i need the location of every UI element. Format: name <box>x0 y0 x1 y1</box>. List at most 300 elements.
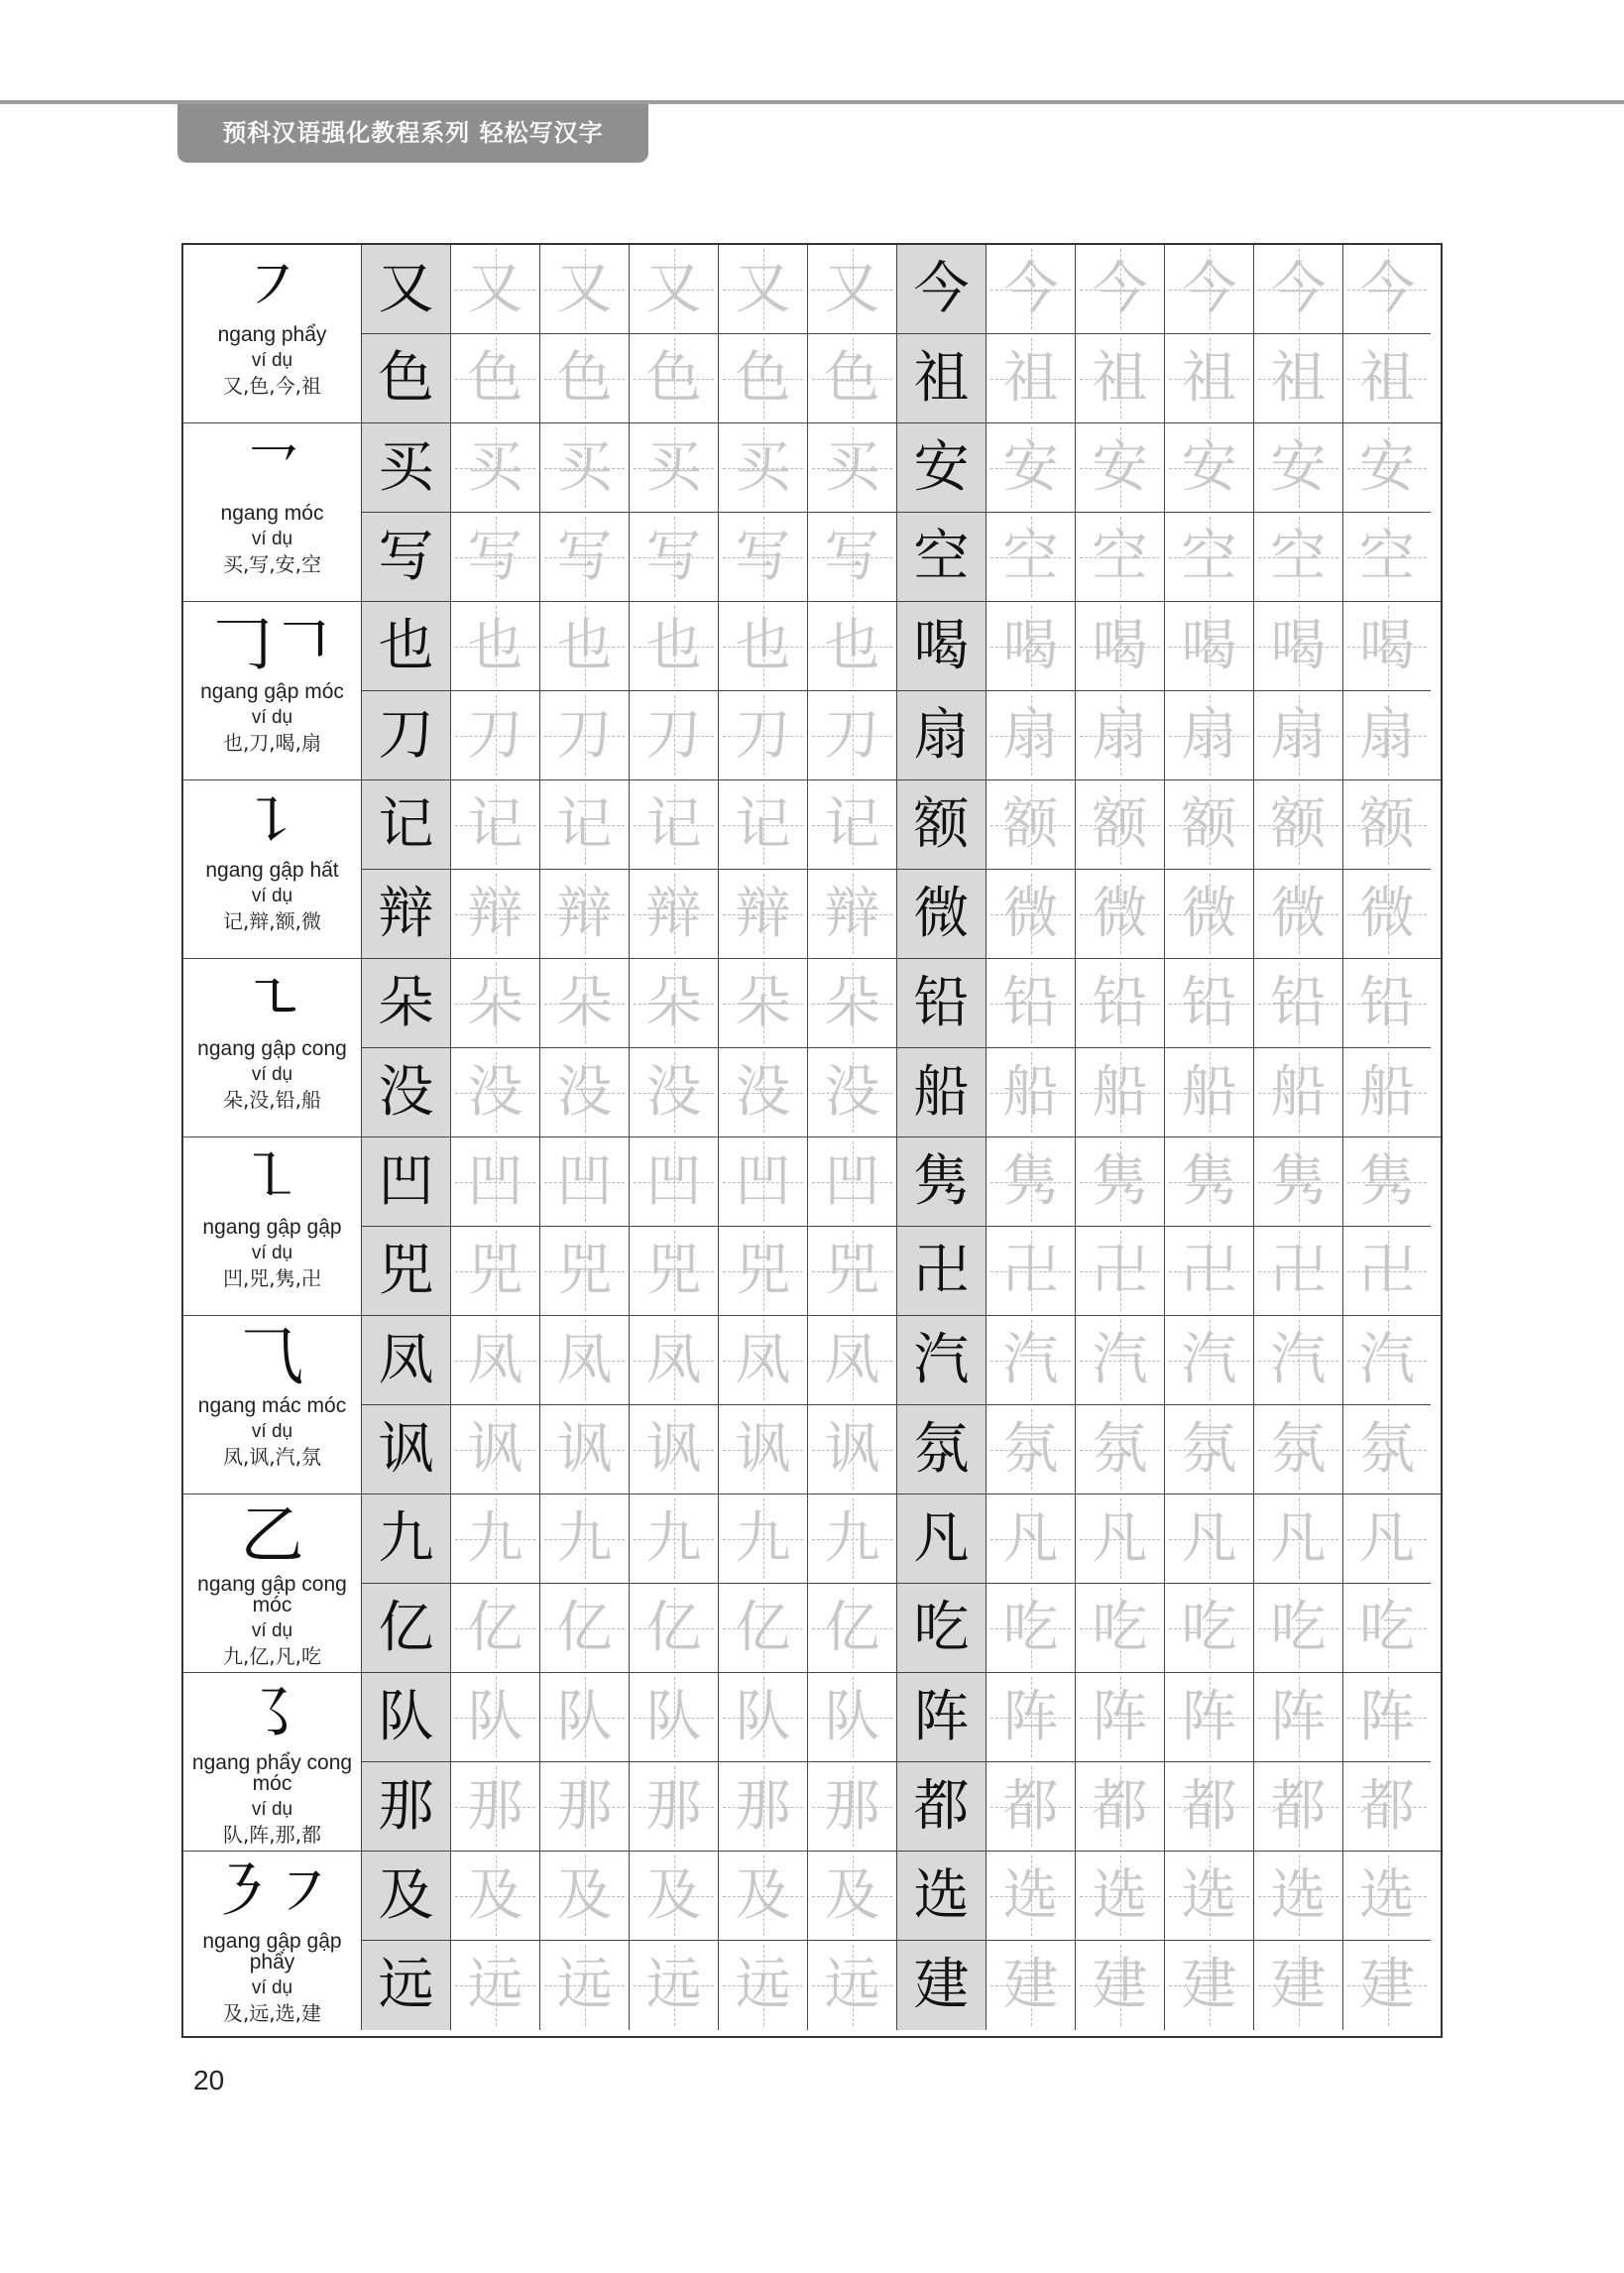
tracing-cell[interactable] <box>719 1405 808 1495</box>
tracing-cell[interactable] <box>1165 1584 1254 1673</box>
model-character-cell <box>362 334 451 423</box>
tracing-character: 又 <box>556 256 613 321</box>
tracing-cell[interactable] <box>451 1405 540 1495</box>
tracing-cell[interactable] <box>630 1405 719 1495</box>
tracing-cell[interactable] <box>630 602 719 691</box>
tracing-character: 吃 <box>1002 1595 1059 1660</box>
tracing-cell[interactable] <box>630 334 719 423</box>
tracing-character: 凡 <box>1181 1505 1237 1571</box>
model-character: 写 <box>378 524 434 589</box>
tracing-cell[interactable] <box>719 334 808 423</box>
tracing-character: 九 <box>735 1505 791 1571</box>
tracing-cell[interactable] <box>808 334 897 423</box>
tracing-cell[interactable] <box>1165 1048 1254 1137</box>
tracing-cell[interactable] <box>630 1495 719 1584</box>
tracing-cell[interactable] <box>1076 1316 1165 1405</box>
tracing-cell[interactable] <box>630 1048 719 1137</box>
tracing-cell[interactable] <box>719 245 808 334</box>
tracing-character: 安 <box>1002 434 1059 500</box>
stroke-group <box>183 1495 1441 1673</box>
tracing-cell[interactable] <box>630 780 719 870</box>
tracing-cell[interactable] <box>986 1673 1076 1762</box>
tracing-cell[interactable] <box>1076 1941 1165 2030</box>
tracing-character: 今 <box>1359 256 1415 321</box>
tracing-character: 没 <box>467 1059 523 1125</box>
tracing-cell[interactable] <box>808 245 897 334</box>
tracing-cell[interactable] <box>540 959 630 1048</box>
tracing-cell[interactable] <box>986 1227 1076 1316</box>
tracing-cell[interactable] <box>1254 1852 1343 1941</box>
tracing-cell[interactable] <box>1165 1495 1254 1584</box>
tracing-cell[interactable] <box>986 602 1076 691</box>
tracing-character: 色 <box>735 345 791 411</box>
tracing-character: 凤 <box>467 1327 523 1392</box>
tracing-cell[interactable] <box>1165 1227 1254 1316</box>
tracing-cell[interactable] <box>986 245 1076 334</box>
model-character-cell <box>362 780 451 870</box>
tracing-cell[interactable] <box>451 1316 540 1405</box>
tracing-character: 刀 <box>556 702 613 768</box>
tracing-cell[interactable] <box>451 870 540 959</box>
tracing-cell[interactable] <box>630 1584 719 1673</box>
stroke-examples: 凹,兕,隽,卍 <box>222 1266 322 1290</box>
tracing-cell[interactable] <box>808 602 897 691</box>
tracing-character: 也 <box>824 613 880 678</box>
tracing-cell[interactable] <box>451 513 540 602</box>
tracing-cell[interactable] <box>719 780 808 870</box>
tracing-cell[interactable] <box>1076 1048 1165 1137</box>
tracing-cell[interactable] <box>1165 423 1254 513</box>
model-character-cell <box>897 1137 986 1227</box>
tracing-cell[interactable] <box>630 1852 719 1941</box>
tracing-cell[interactable] <box>1254 1405 1343 1495</box>
tracing-cell[interactable] <box>986 780 1076 870</box>
tracing-cell[interactable] <box>1165 1852 1254 1941</box>
tracing-character: 今 <box>1270 256 1327 321</box>
tracing-cell[interactable] <box>1343 423 1431 513</box>
tracing-cell[interactable] <box>719 870 808 959</box>
tracing-cell[interactable] <box>986 1941 1076 2030</box>
tracing-cell[interactable] <box>540 1852 630 1941</box>
tracing-cell[interactable] <box>540 334 630 423</box>
tracing-cell[interactable] <box>1165 1405 1254 1495</box>
tracing-cell[interactable] <box>719 1316 808 1405</box>
tracing-character: 兕 <box>556 1238 613 1303</box>
tracing-cell[interactable] <box>986 959 1076 1048</box>
tracing-cell[interactable] <box>1254 1762 1343 1852</box>
tracing-cell[interactable] <box>630 423 719 513</box>
tracing-cell[interactable] <box>540 1584 630 1673</box>
tracing-cell[interactable] <box>1165 513 1254 602</box>
tracing-cell[interactable] <box>1254 1941 1343 2030</box>
tracing-cell[interactable] <box>1343 870 1431 959</box>
model-character-cell <box>362 870 451 959</box>
tracing-cell[interactable] <box>1254 602 1343 691</box>
tracing-cell[interactable] <box>808 423 897 513</box>
tracing-character: 汽 <box>1181 1327 1237 1392</box>
stroke-group <box>183 423 1441 602</box>
tracing-cell[interactable] <box>719 423 808 513</box>
tracing-cell[interactable] <box>451 959 540 1048</box>
tracing-cell[interactable] <box>808 691 897 780</box>
tracing-cell[interactable] <box>1165 1762 1254 1852</box>
stroke-examples: 队,阵,那,都 <box>222 1823 322 1847</box>
tracing-character: 微 <box>1002 881 1059 946</box>
tracing-character: 色 <box>645 345 702 411</box>
tracing-cell[interactable] <box>1165 780 1254 870</box>
tracing-character: 喝 <box>1002 613 1059 678</box>
tracing-cell[interactable] <box>986 1584 1076 1673</box>
tracing-cell[interactable] <box>986 513 1076 602</box>
tracing-cell[interactable] <box>1343 1852 1431 1941</box>
tracing-cell[interactable] <box>808 959 897 1048</box>
tracing-character: 祖 <box>1181 345 1237 411</box>
tracing-cell[interactable] <box>808 1405 897 1495</box>
stroke-label <box>183 1316 362 1495</box>
tracing-character: 色 <box>824 345 880 411</box>
model-character-cell <box>897 1048 986 1137</box>
tracing-cell[interactable] <box>1165 870 1254 959</box>
tracing-cell[interactable] <box>540 1673 630 1762</box>
tracing-cell[interactable] <box>1076 1405 1165 1495</box>
tracing-cell[interactable] <box>1343 959 1431 1048</box>
model-character-cell <box>897 1405 986 1495</box>
tracing-cell[interactable] <box>1254 1227 1343 1316</box>
tracing-cell[interactable] <box>1343 780 1431 870</box>
tracing-cell[interactable] <box>808 870 897 959</box>
tracing-cell[interactable] <box>1076 1852 1165 1941</box>
model-character-cell <box>897 1495 986 1584</box>
tracing-character: 没 <box>556 1059 613 1125</box>
practice-row <box>362 1673 1441 1762</box>
tracing-cell[interactable] <box>451 1227 540 1316</box>
tracing-cell[interactable] <box>719 1762 808 1852</box>
tracing-cell[interactable] <box>1343 1495 1431 1584</box>
model-character: 今 <box>913 256 970 321</box>
tracing-cell[interactable] <box>1076 423 1165 513</box>
model-character-cell <box>362 1584 451 1673</box>
tracing-cell[interactable] <box>719 1584 808 1673</box>
tracing-cell[interactable] <box>451 1762 540 1852</box>
model-character: 凡 <box>913 1505 970 1571</box>
tracing-cell[interactable] <box>1343 513 1431 602</box>
tracing-cell[interactable] <box>1343 1227 1431 1316</box>
tracing-cell[interactable] <box>1076 1495 1165 1584</box>
tracing-cell[interactable] <box>451 1584 540 1673</box>
stroke-glyph: 乙 <box>240 1499 304 1573</box>
tracing-cell[interactable] <box>1076 1137 1165 1227</box>
tracing-cell[interactable] <box>630 1673 719 1762</box>
tracing-cell[interactable] <box>986 1852 1076 1941</box>
tracing-cell[interactable] <box>540 1762 630 1852</box>
model-character-cell <box>897 423 986 513</box>
tracing-character: 队 <box>556 1684 613 1749</box>
tracing-cell[interactable] <box>451 1048 540 1137</box>
tracing-cell[interactable] <box>451 691 540 780</box>
tracing-cell[interactable] <box>808 1673 897 1762</box>
tracing-character: 凡 <box>1270 1505 1327 1571</box>
tracing-cell[interactable] <box>719 1852 808 1941</box>
vi-du-label: ví dụ <box>251 1620 293 1641</box>
tracing-cell[interactable] <box>1343 1405 1431 1495</box>
tracing-cell[interactable] <box>986 423 1076 513</box>
tracing-cell[interactable] <box>1254 691 1343 780</box>
tracing-cell[interactable] <box>540 691 630 780</box>
stroke-glyph: ㇖ <box>240 428 304 502</box>
tracing-cell[interactable] <box>540 245 630 334</box>
tracing-character: 写 <box>556 524 613 589</box>
tracing-cell[interactable] <box>451 602 540 691</box>
tracing-cell[interactable] <box>719 1137 808 1227</box>
tracing-character: 船 <box>1359 1059 1415 1125</box>
tracing-character: 微 <box>1270 881 1327 946</box>
tracing-character: 兕 <box>735 1238 791 1303</box>
tracing-cell[interactable] <box>808 1137 897 1227</box>
tracing-character: 祖 <box>1270 345 1327 411</box>
tracing-cell[interactable] <box>451 1941 540 2030</box>
tracing-character: 那 <box>645 1773 702 1839</box>
tracing-character: 朵 <box>735 970 791 1035</box>
stroke-group <box>183 1852 1441 2030</box>
tracing-cell[interactable] <box>986 1495 1076 1584</box>
tracing-cell[interactable] <box>1165 691 1254 780</box>
tracing-cell[interactable] <box>451 1495 540 1584</box>
tracing-cell[interactable] <box>630 245 719 334</box>
tracing-cell[interactable] <box>451 334 540 423</box>
tracing-cell[interactable] <box>630 1941 719 2030</box>
tracing-cell[interactable] <box>451 780 540 870</box>
tracing-cell[interactable] <box>986 334 1076 423</box>
tracing-character: 辩 <box>467 881 523 946</box>
tracing-cell[interactable] <box>986 870 1076 959</box>
tracing-cell[interactable] <box>1254 1048 1343 1137</box>
tracing-character: 记 <box>467 791 523 857</box>
tracing-cell[interactable] <box>540 423 630 513</box>
tracing-cell[interactable] <box>1254 423 1343 513</box>
tracing-cell[interactable] <box>1343 1941 1431 2030</box>
tracing-cell[interactable] <box>1343 1048 1431 1137</box>
stroke-examples: 凤,讽,汽,氛 <box>222 1445 322 1469</box>
tracing-cell[interactable] <box>540 1048 630 1137</box>
tracing-cell[interactable] <box>808 1762 897 1852</box>
tracing-cell[interactable] <box>719 1495 808 1584</box>
tracing-cell[interactable] <box>1343 1137 1431 1227</box>
stroke-examples: 及,远,选,建 <box>222 2001 322 2025</box>
tracing-cell[interactable] <box>808 1495 897 1584</box>
tracing-character: 空 <box>1359 524 1415 589</box>
model-character-cell <box>362 1227 451 1316</box>
tracing-cell[interactable] <box>719 1048 808 1137</box>
model-character-cell <box>362 602 451 691</box>
model-character: 刀 <box>378 702 434 768</box>
tracing-cell[interactable] <box>451 1673 540 1762</box>
tracing-cell[interactable] <box>1254 245 1343 334</box>
tracing-cell[interactable] <box>1343 602 1431 691</box>
tracing-character: 记 <box>735 791 791 857</box>
model-character-cell <box>362 1405 451 1495</box>
tracing-character: 阵 <box>1002 1684 1059 1749</box>
tracing-cell[interactable] <box>1165 245 1254 334</box>
tracing-character: 祖 <box>1002 345 1059 411</box>
tracing-cell[interactable] <box>630 1762 719 1852</box>
tracing-cell[interactable] <box>1076 691 1165 780</box>
tracing-cell[interactable] <box>630 1137 719 1227</box>
tracing-cell[interactable] <box>1076 513 1165 602</box>
tracing-character: 那 <box>735 1773 791 1839</box>
tracing-character: 刀 <box>824 702 880 768</box>
tracing-cell[interactable] <box>1076 245 1165 334</box>
tracing-cell[interactable] <box>451 423 540 513</box>
tracing-cell[interactable] <box>1165 334 1254 423</box>
tracing-cell[interactable] <box>451 1852 540 1941</box>
tracing-cell[interactable] <box>1165 1137 1254 1227</box>
tracing-character: 微 <box>1181 881 1237 946</box>
tracing-cell[interactable] <box>540 1316 630 1405</box>
tracing-cell[interactable] <box>719 959 808 1048</box>
tracing-character: 远 <box>467 1953 523 2017</box>
tracing-cell[interactable] <box>1254 959 1343 1048</box>
tracing-cell[interactable] <box>1076 1673 1165 1762</box>
tracing-cell[interactable] <box>719 1227 808 1316</box>
tracing-character: 凹 <box>735 1148 791 1214</box>
tracing-cell[interactable] <box>1343 691 1431 780</box>
tracing-cell[interactable] <box>1076 780 1165 870</box>
tracing-cell[interactable] <box>986 1762 1076 1852</box>
tracing-cell[interactable] <box>986 1316 1076 1405</box>
tracing-cell[interactable] <box>540 1495 630 1584</box>
tracing-character: 船 <box>1002 1059 1059 1125</box>
tracing-cell[interactable] <box>719 1673 808 1762</box>
model-character: 扇 <box>913 702 970 768</box>
tracing-cell[interactable] <box>1343 1673 1431 1762</box>
tracing-cell[interactable] <box>986 1048 1076 1137</box>
model-character-cell <box>897 334 986 423</box>
practice-row <box>362 959 1441 1048</box>
tracing-character: 辩 <box>735 881 791 946</box>
tracing-cell[interactable] <box>1076 1584 1165 1673</box>
tracing-cell[interactable] <box>630 1227 719 1316</box>
tracing-character: 铅 <box>1270 970 1327 1035</box>
tracing-cell[interactable] <box>540 1941 630 2030</box>
tracing-cell[interactable] <box>1254 780 1343 870</box>
tracing-cell[interactable] <box>808 1941 897 2030</box>
tracing-cell[interactable] <box>1165 602 1254 691</box>
tracing-cell[interactable] <box>1076 870 1165 959</box>
tracing-cell[interactable] <box>630 870 719 959</box>
tracing-character: 喝 <box>1181 613 1237 678</box>
tracing-cell[interactable] <box>808 780 897 870</box>
tracing-character: 微 <box>1092 881 1148 946</box>
tracing-cell[interactable] <box>719 513 808 602</box>
tracing-character: 及 <box>824 1862 880 1928</box>
tracing-cell[interactable] <box>1343 334 1431 423</box>
tracing-character: 隽 <box>1092 1148 1148 1214</box>
tracing-character: 凹 <box>645 1148 702 1214</box>
model-character: 都 <box>913 1773 970 1839</box>
tracing-cell[interactable] <box>1254 1137 1343 1227</box>
tracing-cell[interactable] <box>808 1316 897 1405</box>
tracing-character: 阵 <box>1359 1684 1415 1749</box>
stroke-examples: 记,辩,额,微 <box>222 909 322 933</box>
tracing-cell[interactable] <box>540 1405 630 1495</box>
practice-row <box>362 1405 1441 1495</box>
practice-row <box>362 1852 1441 1941</box>
tracing-cell[interactable] <box>1076 1227 1165 1316</box>
stroke-name: ngang mác móc <box>197 1394 347 1417</box>
tracing-cell[interactable] <box>1254 513 1343 602</box>
tracing-cell[interactable] <box>808 1048 897 1137</box>
tracing-cell[interactable] <box>986 691 1076 780</box>
tracing-cell[interactable] <box>1254 1495 1343 1584</box>
tracing-character: 九 <box>556 1505 613 1571</box>
tracing-cell[interactable] <box>1076 602 1165 691</box>
tracing-character: 写 <box>645 524 702 589</box>
tracing-cell[interactable] <box>1165 1941 1254 2030</box>
tracing-cell[interactable] <box>986 1405 1076 1495</box>
tracing-cell[interactable] <box>630 691 719 780</box>
tracing-cell[interactable] <box>1254 1673 1343 1762</box>
tracing-cell[interactable] <box>630 959 719 1048</box>
vi-du-label: ví dụ <box>251 1799 293 1820</box>
tracing-cell[interactable] <box>719 602 808 691</box>
tracing-cell[interactable] <box>1165 1673 1254 1762</box>
tracing-cell[interactable] <box>986 1137 1076 1227</box>
tracing-cell[interactable] <box>1076 1762 1165 1852</box>
model-character-cell <box>362 1852 451 1941</box>
tracing-character: 空 <box>1092 524 1148 589</box>
tracing-cell[interactable] <box>808 1584 897 1673</box>
stroke-examples: 九,亿,凡,吃 <box>222 1644 322 1668</box>
tracing-cell[interactable] <box>808 1227 897 1316</box>
tracing-cell[interactable] <box>808 1852 897 1941</box>
tracing-cell[interactable] <box>630 513 719 602</box>
tracing-cell[interactable] <box>1165 959 1254 1048</box>
tracing-cell[interactable] <box>1254 1316 1343 1405</box>
tracing-cell[interactable] <box>1254 1584 1343 1673</box>
stroke-label <box>183 602 362 780</box>
model-character: 讽 <box>378 1416 434 1482</box>
tracing-cell[interactable] <box>1343 1316 1431 1405</box>
tracing-character: 及 <box>467 1862 523 1928</box>
tracing-character: 兕 <box>467 1238 523 1303</box>
stroke-name: ngang gập cong móc <box>197 1573 347 1616</box>
tracing-cell[interactable] <box>540 870 630 959</box>
tracing-cell[interactable] <box>540 513 630 602</box>
tracing-cell[interactable] <box>1343 1762 1431 1852</box>
stroke-name: ngang gập gập <box>202 1216 342 1239</box>
tracing-cell[interactable] <box>719 691 808 780</box>
tracing-cell[interactable] <box>1343 1584 1431 1673</box>
tracing-character: 辩 <box>556 881 613 946</box>
tracing-cell[interactable] <box>1076 959 1165 1048</box>
tracing-cell[interactable] <box>630 1316 719 1405</box>
tracing-cell[interactable] <box>1254 334 1343 423</box>
tracing-character: 讽 <box>824 1416 880 1482</box>
tracing-cell[interactable] <box>808 513 897 602</box>
tracing-cell[interactable] <box>540 1137 630 1227</box>
tracing-cell[interactable] <box>451 245 540 334</box>
tracing-cell[interactable] <box>540 602 630 691</box>
tracing-cell[interactable] <box>1076 334 1165 423</box>
tracing-cell[interactable] <box>1343 245 1431 334</box>
tracing-cell[interactable] <box>540 780 630 870</box>
tracing-cell[interactable] <box>1165 1316 1254 1405</box>
tracing-cell[interactable] <box>540 1227 630 1316</box>
tracing-cell[interactable] <box>451 1137 540 1227</box>
tracing-cell[interactable] <box>1254 870 1343 959</box>
tracing-character: 队 <box>735 1684 791 1749</box>
tracing-cell[interactable] <box>719 1941 808 2030</box>
